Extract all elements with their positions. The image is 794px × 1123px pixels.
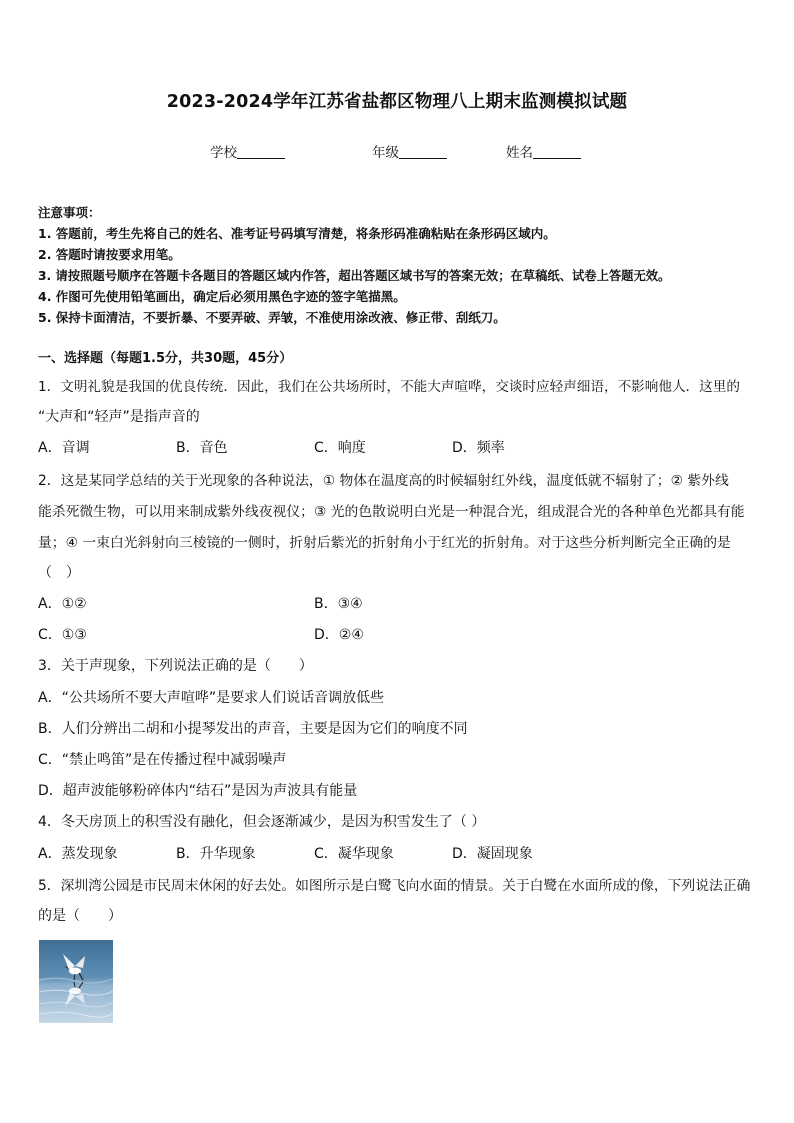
note-item: 5. 保持卡面清洁，不要折暴、不要弄破、弄皱，不准使用涂改液、修正带、刮纸刀。 bbox=[38, 310, 506, 325]
egret-photo bbox=[39, 940, 113, 1023]
note-item: 4. 作图可先使用铅笔画出，确定后必须用黑色字迹的签字笔描黑。 bbox=[38, 289, 406, 304]
note-item: 1. 答题前，考生先将自己的姓名、准考证号码填写清楚，将条形码准确粘贴在条形码区域内。 bbox=[38, 226, 556, 241]
q4-option-c[interactable]: C．凝华现象 bbox=[314, 846, 394, 862]
q4-option-a[interactable]: A．蒸发现象 bbox=[38, 846, 118, 862]
q2-option-b[interactable]: B．③④ bbox=[314, 596, 363, 612]
name-label: 姓名 bbox=[506, 145, 533, 161]
q4-option-d[interactable]: D．凝固现象 bbox=[452, 846, 533, 862]
q1-stem-line2: “大声和“轻声”是指声音的 bbox=[38, 409, 200, 425]
school-blank[interactable] bbox=[237, 144, 285, 159]
notes-title: 注意事项： bbox=[38, 205, 101, 220]
q4-stem: 4．冬天房顶上的积雪没有融化，但会逐渐减少，是因为积雪发生了（ ） bbox=[38, 814, 486, 830]
grade-label: 年级 bbox=[372, 145, 399, 161]
q2-stem-line2: 能杀死微生物，可以用来制成紫外线夜视仪；③ 光的色散说明白光是一种混合光，组成混合光的各种单色光都具有能 bbox=[38, 504, 745, 520]
q3-option-c[interactable]: C．“禁止鸣笛”是在传播过程中减弱噪声 bbox=[38, 752, 287, 768]
page-title: 2023-2024学年江苏省盐都区物理八上期末监测模拟试题 bbox=[166, 92, 628, 112]
section-heading: 一、选择题（每题1.5分，共30题，45分） bbox=[38, 351, 293, 366]
note-item: 3. 请按照题号顺序在答题卡各题目的答题区域内作答，超出答题区域书写的答案无效；在草稿纸、试卷上答题无效。 bbox=[38, 269, 671, 283]
q1-option-c[interactable]: C．响度 bbox=[314, 440, 366, 456]
school-label: 学校 bbox=[210, 145, 237, 161]
q2-option-d[interactable]: D．②④ bbox=[314, 627, 364, 643]
q3-option-d[interactable]: D．超声波能够粉碎体内“结石”是因为声波具有能量 bbox=[38, 783, 358, 799]
q3-option-a[interactable]: A．“公共场所不要大声喧哗”是要求人们说话音调放低些 bbox=[38, 690, 385, 706]
q1-option-d[interactable]: D．频率 bbox=[452, 440, 505, 456]
q1-option-a[interactable]: A．音调 bbox=[38, 440, 90, 456]
q4-option-b[interactable]: B．升华现象 bbox=[176, 846, 256, 862]
grade-blank[interactable] bbox=[399, 144, 447, 159]
q2-stem-line1: 2．这是某同学总结的关于光现象的各种说法，① 物体在温度高的时候辐射红外线，温度低就不辐射了；② 紫外线 bbox=[38, 473, 729, 489]
q1-stem-line1: 1．文明礼貌是我国的优良传统．因此，我们在公共场所时，不能大声喧哗，交谈时应轻声细语，不影响他人．这里的 bbox=[38, 379, 740, 395]
q2-stem-line4: （ ） bbox=[38, 565, 80, 581]
note-item: 2. 答题时请按要求用笔。 bbox=[38, 247, 181, 262]
q2-option-c[interactable]: C．①③ bbox=[38, 627, 87, 643]
name-blank[interactable] bbox=[533, 144, 581, 159]
q3-option-b[interactable]: B．人们分辨出二胡和小提琴发出的声音，主要是因为它们的响度不同 bbox=[38, 721, 468, 737]
grade-field bbox=[372, 141, 447, 161]
q1-option-b[interactable]: B．音色 bbox=[176, 440, 228, 456]
name-field bbox=[506, 141, 581, 161]
q3-stem: 3．关于声现象，下列说法正确的是（ ） bbox=[38, 658, 313, 674]
q5-stem-line2: 的是（ ） bbox=[38, 908, 122, 924]
school-field bbox=[210, 141, 285, 161]
q2-option-a[interactable]: A．①② bbox=[38, 596, 87, 612]
q5-stem-line1: 5．深圳湾公园是市民周末休闲的好去处。如图所示是白鹭飞向水面的情景。关于白鹭在水面所成的像，下列说法正确 bbox=[38, 878, 751, 894]
q2-stem-line3: 量；④ 一束白光斜射向三棱镜的一侧时，折射后紫光的折射角小于红光的折射角。对于这些分析判断完全正确的是 bbox=[38, 535, 731, 551]
